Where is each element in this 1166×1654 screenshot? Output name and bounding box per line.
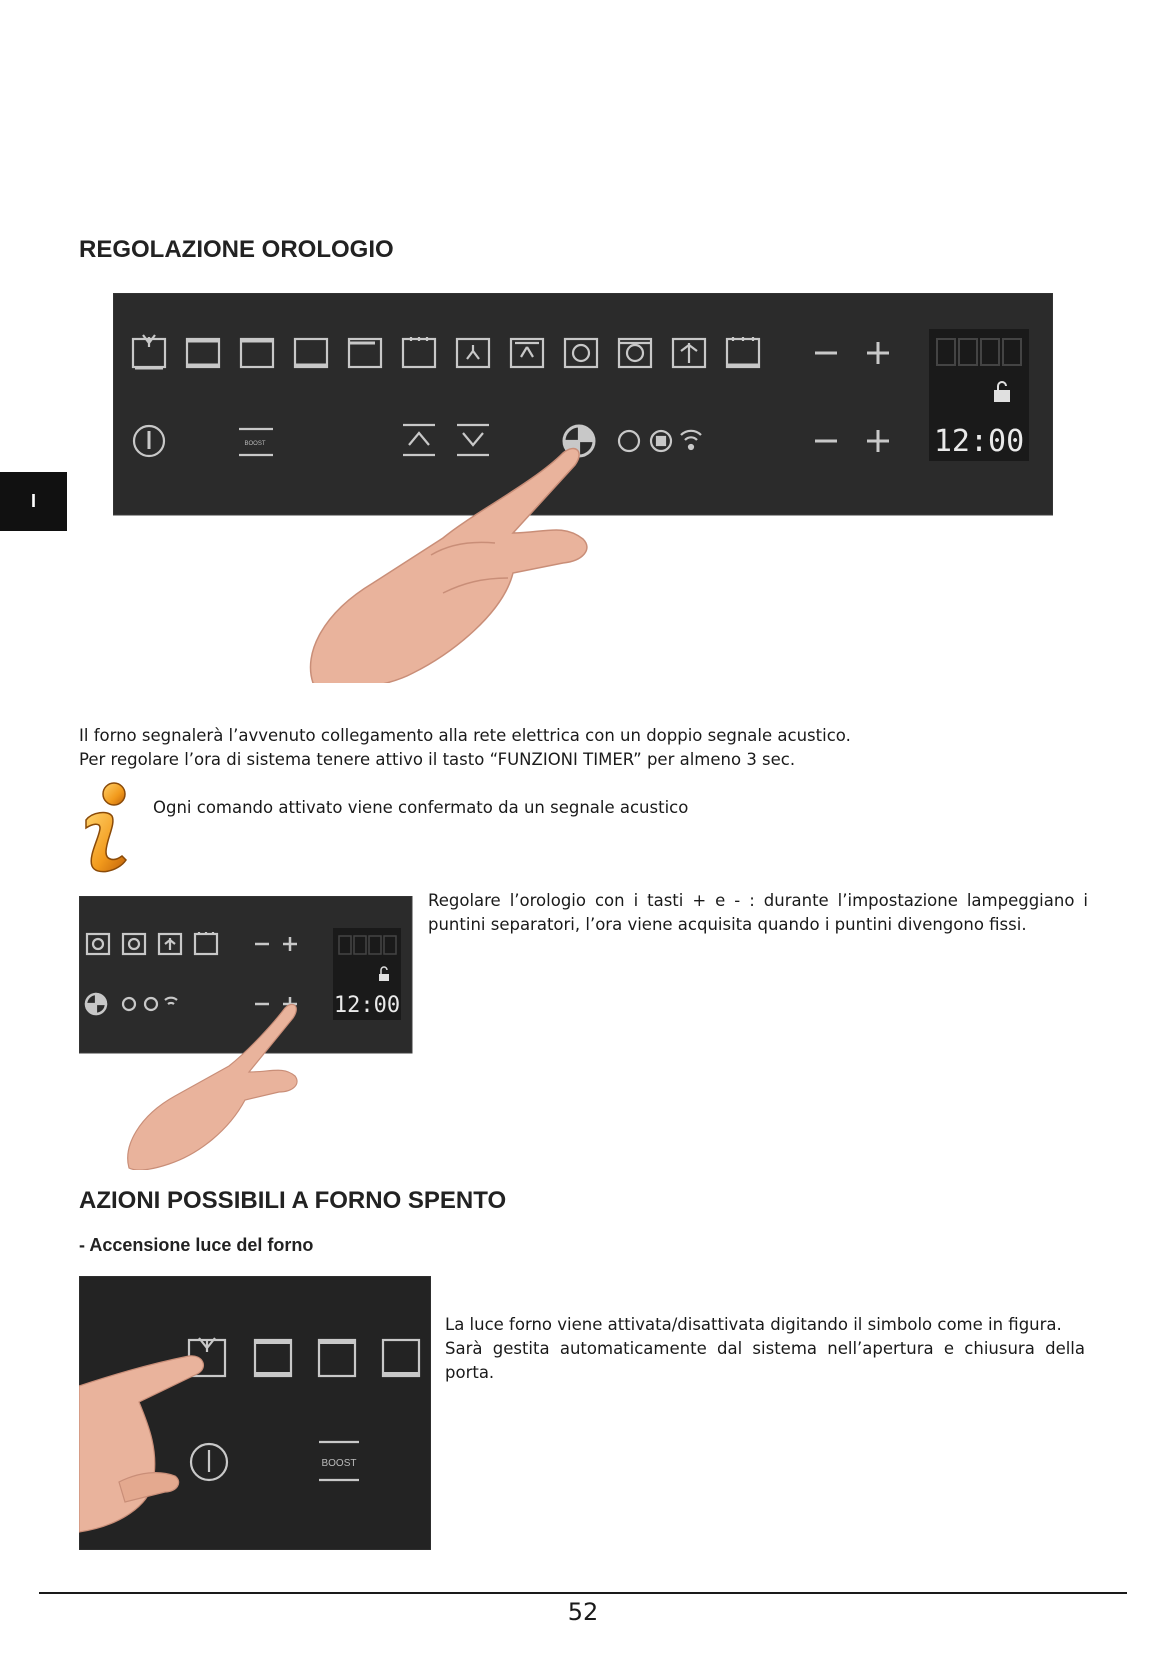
footer-rule bbox=[39, 1592, 1127, 1594]
section-heading-clock: REGOLAZIONE OROLOGIO bbox=[79, 236, 394, 263]
clock-adjust-figure bbox=[79, 896, 413, 1170]
language-tab-label: I bbox=[30, 491, 36, 511]
language-tab bbox=[0, 472, 67, 531]
oven-light-figure bbox=[79, 1276, 431, 1550]
lcd-time-readout: 12:00 bbox=[933, 424, 1025, 459]
small-lcd-time-readout: 12:00 bbox=[333, 993, 401, 1018]
panel-background bbox=[113, 293, 1053, 515]
control-panel-illustration bbox=[113, 293, 1053, 683]
subheading-oven-light: - Accensione luce del forno bbox=[79, 1235, 314, 1255]
light-paragraph-line2: Sarà gestita automaticamente dal sistema nell’apertura e chiusura della porta. bbox=[445, 1339, 1085, 1382]
info-icon bbox=[78, 780, 134, 876]
control-panel-figure bbox=[113, 293, 1053, 683]
paragraph-connection: Il forno segnalerà l’avvenuto collegamento alla rete elettrica con un doppio segnale acustico. bbox=[79, 726, 851, 745]
boost-label: BOOST bbox=[244, 441, 266, 447]
info-icon-graphic bbox=[78, 780, 134, 876]
info-note: Ogni comando attivato viene confermato da un segnale acustico bbox=[153, 798, 689, 817]
paragraph-timer-hold: Per regolare l’ora di sistema tenere attivo il tasto “FUNZIONI TIMER” per almeno 3 sec. bbox=[79, 750, 796, 769]
clock-instructions: Regolare l’orologio con i tasti + e - : durante l’impostazione lampeggiano i puntini separatori, l’ora viene acquisita quando i puntini divengono fissi. bbox=[428, 891, 1088, 934]
oven-light-illustration bbox=[79, 1276, 431, 1550]
page-number: 52 bbox=[567, 1598, 599, 1626]
clock-adjust-illustration bbox=[79, 896, 413, 1170]
light-paragraph-line1: La luce forno viene attivata/disattivata digitando il simbolo come in figura. bbox=[445, 1315, 1062, 1334]
section-heading-oven-off: AZIONI POSSIBILI A FORNO SPENTO bbox=[79, 1187, 507, 1214]
light-panel-boost-label: BOOST bbox=[321, 1458, 357, 1469]
